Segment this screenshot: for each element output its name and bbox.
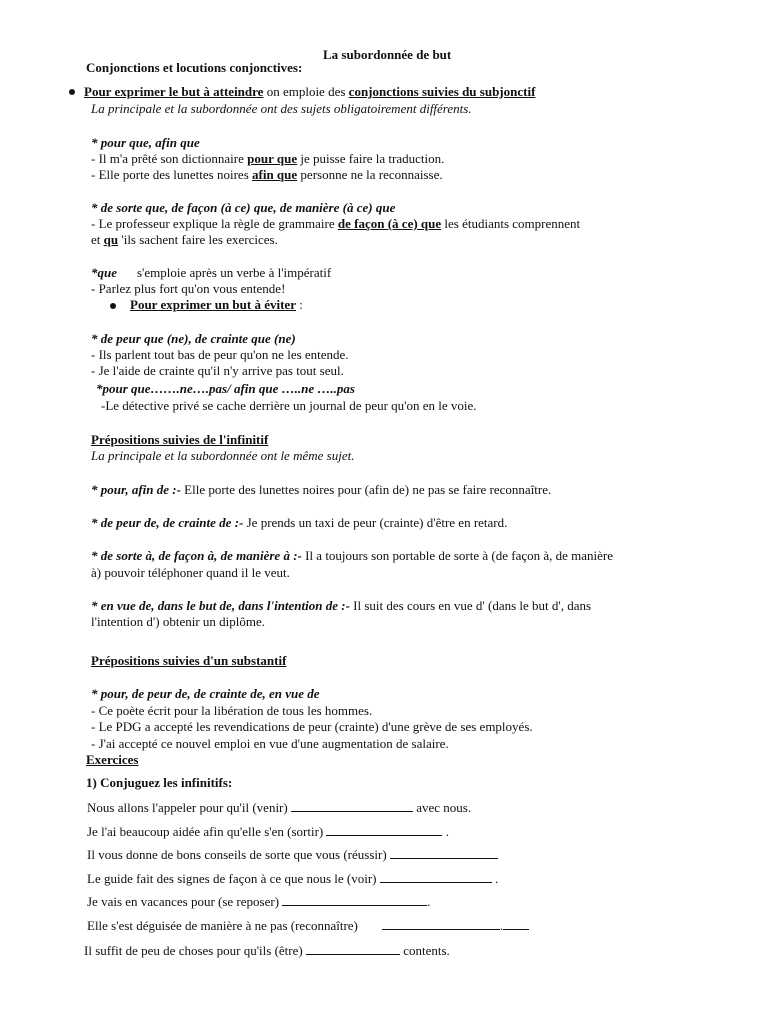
exercise-item — [87, 917, 529, 934]
intro-label: Pour exprimer le but à atteindre — [84, 84, 264, 99]
example-line: l'intention d') obtenir un diplôme. — [91, 614, 266, 629]
exercise-text: Je vais en vacances pour (se reposer) — [87, 894, 280, 909]
exercises-title: Exercices — [86, 752, 139, 767]
example-line: - Ils parlent tout bas de peur qu'on ne les entende. — [91, 347, 349, 362]
avoid-label: Pour exprimer un but à éviter — [130, 297, 296, 312]
group-heading: *pour que…….ne….pas/ afin que …..ne …..pas — [96, 381, 355, 396]
section-heading — [86, 60, 302, 76]
example-text: Il a toujours son portable de sorte à (de façon à, de manière — [301, 548, 614, 563]
heading-text: Conjonctions et locutions conjonctives — [86, 60, 298, 75]
exercise-text: Il suffit de peu de choses pour qu'ils (être) — [84, 943, 303, 958]
purpose-intro — [84, 84, 535, 100]
example-line: - Le PDG a accepté les revendications de peur (crainte) d'une grève de ses employés. — [91, 719, 533, 734]
example-text: Elle porte des lunettes noires pour (afin de) ne pas se faire reconnaître. — [180, 482, 552, 497]
example-text: Je prends un taxi de peur (crainte) d'être en retard. — [243, 515, 508, 530]
example-line — [91, 548, 613, 564]
example-keyword: * de peur de, de crainte de :- — [91, 515, 244, 530]
exercise-text: Je l'ai beaucoup aidée afin qu'elle s'en (sortir) — [87, 824, 324, 839]
example-text: Il suit des cours en vue d' (dans le but d', dans — [349, 598, 592, 613]
example-line — [91, 482, 551, 498]
intro-mid: on emploie des — [263, 84, 349, 99]
answer-blank[interactable] — [382, 917, 500, 930]
section-heading: Prépositions suivies d'un substantif — [91, 653, 287, 668]
answer-blank[interactable] — [390, 846, 498, 859]
example-line — [91, 167, 443, 183]
example-line: à) pouvoir téléphoner quand il le veut. — [91, 565, 290, 580]
answer-blank[interactable] — [291, 799, 413, 812]
exercise-text-end: . — [445, 824, 449, 839]
example-line: - Parlez plus fort qu'on vous entende! — [91, 281, 286, 296]
example-keyword: * de sorte à, de façon à, de manière à :- — [91, 548, 302, 563]
group-heading: * pour que, afin que — [91, 135, 200, 150]
example-keyword: * en vue de, dans le but de, dans l'intention de :- — [91, 598, 350, 613]
exercise-item — [87, 870, 498, 887]
heading-colon: : — [297, 60, 303, 75]
example-keyword: * pour, afin de :- — [91, 482, 181, 497]
exercise-item — [84, 942, 450, 959]
example-line — [91, 232, 278, 248]
rule-note: La principale et la subordonnée ont des sujets obligatoirement différents. — [91, 101, 472, 116]
group-keyword: *que — [91, 265, 117, 280]
example-line: - Je l'aide de crainte qu'il n'y arrive pas tout seul. — [91, 363, 344, 378]
rule-note: La principale et la subordonnée ont le même sujet. — [91, 448, 355, 463]
example-keyword: pour que — [247, 151, 298, 166]
section-heading: Prépositions suivies de l'infinitif — [91, 432, 269, 447]
exercise-text-end: . — [499, 918, 504, 933]
example-text: personne ne la reconnaisse. — [297, 167, 443, 182]
example-keyword: de façon (à ce) que — [337, 216, 442, 231]
exercise-text: Il vous donne de bons conseils de sorte que vous (réussir) — [87, 847, 387, 862]
group-heading — [91, 265, 331, 281]
example-line: -Le détective privé se cache derrière un journal de peur qu'on en le voie. — [101, 398, 477, 413]
answer-blank[interactable] — [503, 917, 529, 930]
example-text: - Le professeur explique la règle de grammaire — [91, 216, 338, 231]
example-line — [91, 216, 580, 232]
exercise-item — [87, 799, 471, 816]
example-text: et — [91, 232, 104, 247]
example-line — [91, 151, 444, 167]
example-keyword: qu — [103, 232, 119, 247]
example-text: - Il m'a prêté son dictionnaire — [91, 151, 248, 166]
page-title: La subordonnée de but — [323, 47, 452, 62]
example-keyword: afin que — [252, 167, 298, 182]
exercise-item — [87, 893, 431, 910]
avoid-intro — [130, 297, 303, 313]
example-text: - Elle porte des lunettes noires — [91, 167, 253, 182]
exercise-text-end: . — [495, 871, 499, 886]
avoid-colon: : — [295, 297, 303, 312]
group-heading: * de sorte que, de façon (à ce) que, de manière (à ce) que — [91, 200, 396, 215]
example-line: - Ce poète écrit pour la libération de tous les hommes. — [91, 703, 373, 718]
exercise-text: Elle s'est déguisée de manière à ne pas (reconnaître) — [87, 918, 358, 933]
exercise-question: 1) Conjuguez les infinitifs: — [86, 775, 233, 790]
example-line: - J'ai accepté ce nouvel emploi en vue d'une augmentation de salaire. — [91, 736, 449, 751]
example-text: les étudiants comprennent — [441, 216, 581, 231]
exercise-text: Le guide fait des signes de façon à ce que nous le (voir) — [87, 871, 377, 886]
exercise-text-end: contents. — [403, 943, 450, 958]
example-line — [91, 598, 591, 614]
answer-blank[interactable] — [380, 870, 492, 883]
example-line — [91, 515, 507, 531]
exercise-text: Nous allons l'appeler pour qu'il (venir) — [87, 800, 288, 815]
answer-blank[interactable] — [282, 893, 427, 906]
bullet-icon — [69, 89, 75, 95]
exercise-item — [87, 846, 498, 863]
exercise-text-end: avec nous. — [416, 800, 472, 815]
answer-blank[interactable] — [326, 823, 442, 836]
exercise-item — [87, 823, 449, 840]
group-heading: * de peur que (ne), de crainte que (ne) — [91, 331, 296, 346]
group-text: s'emploie après un verbe à l'impératif — [137, 265, 332, 280]
exercise-text-end: . — [427, 894, 431, 909]
bullet-icon — [110, 303, 116, 309]
answer-blank[interactable] — [306, 942, 400, 955]
example-text: 'ils sachent faire les exercices. — [118, 232, 278, 247]
intro-label-2: conjonctions suivies du subjonctif — [348, 84, 536, 99]
example-text: je puisse faire la traduction. — [297, 151, 445, 166]
group-heading: * pour, de peur de, de crainte de, en vue de — [91, 686, 320, 701]
